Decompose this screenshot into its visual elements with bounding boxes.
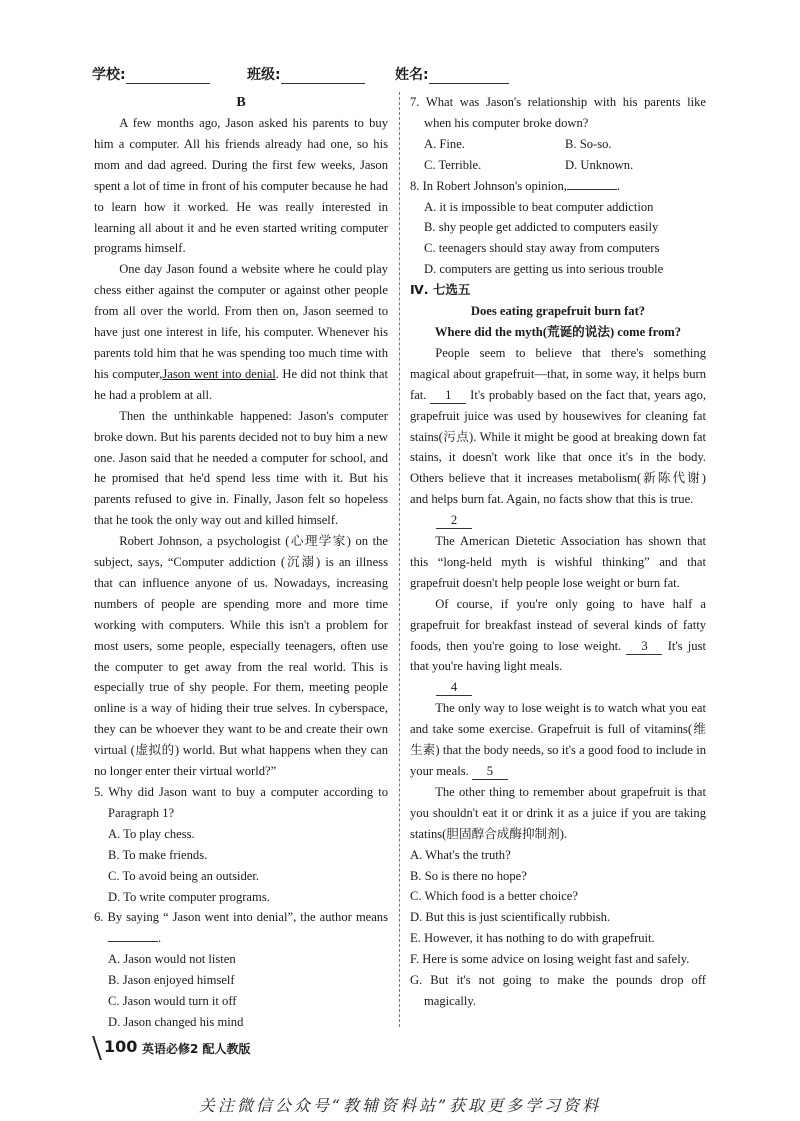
gap-line-2 xyxy=(410,510,706,531)
class-field[interactable]: 班级: xyxy=(247,64,365,84)
school-blank[interactable] xyxy=(126,69,210,84)
q5-option-b[interactable]: B. To make friends. xyxy=(108,847,208,862)
q7-option-c[interactable]: C. Terrible. xyxy=(424,157,482,172)
choice-f[interactable]: F. Here is some advice on losing weight fast and safely. xyxy=(410,952,690,967)
underlined-phrase: Jason went into denial xyxy=(162,366,276,381)
question-5: 5. Why did Jason want to buy a computer according to Paragraph 1? xyxy=(94,785,388,820)
q6-option-d[interactable]: D. Jason changed his mind xyxy=(108,1014,244,1029)
q5-option-a[interactable]: A. To play chess. xyxy=(108,826,195,841)
choice-a[interactable]: A. What's the truth? xyxy=(410,847,511,862)
q8-option-c[interactable]: C. teenagers should stay away from computers xyxy=(424,241,660,256)
watermark: 关注微信公众号“教辅资料站”获取更多学习资料 xyxy=(198,1096,602,1115)
paragraph-2: The American Dietetic Association has shown that this “long-held myth is wishful thinking” and that grapefruit doesn't help people lose weight or burn fat. xyxy=(410,534,706,590)
student-info-header xyxy=(92,64,732,86)
paragraph-3: Of course, if you're only going to have half a grapefruit for breakfast instead of several kinds of fatty foods, then you're going to lose weight. 3 It's just that you're having light meals. xyxy=(410,596,706,674)
q7-options-row-1 xyxy=(410,134,706,155)
page-number: 100 xyxy=(104,1037,138,1056)
gap-3[interactable]: 3 xyxy=(626,639,662,655)
q7-option-b[interactable]: B. So-so. xyxy=(565,136,612,151)
q7-option-a[interactable]: A. Fine. xyxy=(424,136,465,151)
q8-option-b[interactable]: B. shy people get addicted to computers easily xyxy=(424,220,659,235)
question-7: 7. What was Jason's relationship with his parents like when his computer broke down? xyxy=(410,95,706,130)
gap-1[interactable]: 1 xyxy=(430,388,466,404)
paragraph-4: Robert Johnson, a psychologist (心理学家) on the subject, says, “Computer addiction (沉溺) is an illness that can influence anyone of us. Nowadays, increasing numbers of people are spending more and more time working with computers. While this isn't a problem for most users, some people, especially teenagers, often use the computer to get away from the real world. This is especially true of shy people. For them, meeting people online is a way of hiding their true selves. In cyberspace, they can be whoever they want to be and create their own virtual (虚拟的) world. But what happens when they can no longer enter their virtual world?” xyxy=(94,534,388,779)
gap-4[interactable]: 4 xyxy=(436,680,472,696)
q5-option-d[interactable]: D. To write computer programs. xyxy=(108,889,270,904)
choice-e[interactable]: E. However, it has nothing to do with grapefruit. xyxy=(410,931,655,946)
choice-c[interactable]: C. Which food is a better choice? xyxy=(410,889,578,904)
question-6: 6. By saying “ Jason went into denial”, the author means . xyxy=(94,910,388,946)
book-title: 英语必修2 配人教版 xyxy=(142,1042,251,1056)
class-blank[interactable] xyxy=(281,69,365,84)
choice-d[interactable]: D. But this is just scientifically rubbish. xyxy=(410,910,611,925)
paragraph-4: The only way to lose weight is to watch what you eat and take some exercise. Grapefruit is full of vitamins(维生素) that the body needs, so it's a good food to include in your meals. 5 xyxy=(410,701,706,778)
answer-blank[interactable] xyxy=(108,929,158,942)
paragraph-2: One day Jason found a website where he could play chess either against the computer or against other people from all over the world. From then on, Jason seemed to have just one interest in life, his computer. Whenever his parents told him that he was spending too much time with his computer,Jason went into denial. He did not think that he had a problem at all. xyxy=(94,262,388,402)
q5-option-c[interactable]: C. To avoid being an outsider. xyxy=(108,868,260,883)
gap-5[interactable]: 5 xyxy=(472,764,508,780)
q6-option-b[interactable]: B. Jason enjoyed himself xyxy=(108,973,235,988)
q6-option-c[interactable]: C. Jason would turn it off xyxy=(108,994,237,1009)
q6-option-a[interactable]: A. Jason would not listen xyxy=(108,952,236,967)
choice-g[interactable]: G. But it's not going to make the pounds drop off magically. xyxy=(410,973,706,1008)
passage-subtitle: Where did the myth(荒诞的说法) come from? xyxy=(434,324,682,339)
q7-option-d[interactable]: D. Unknown. xyxy=(565,157,634,172)
q7-options-row-2 xyxy=(410,155,706,176)
question-8: 8. In Robert Johnson's opinion, . xyxy=(410,178,621,193)
gap-2[interactable]: 2 xyxy=(436,513,472,529)
name-blank[interactable] xyxy=(429,69,509,84)
section-heading: Ⅳ. 七选五 xyxy=(410,282,471,298)
answer-blank[interactable] xyxy=(567,177,617,190)
choice-b[interactable]: B. So is there no hope? xyxy=(410,868,527,883)
left-column xyxy=(94,92,388,1033)
q8-option-a[interactable]: A. it is impossible to beat computer addiction xyxy=(424,199,654,214)
paragraph-1: People seem to believe that there's something magical about grapefruit—that, in some way, it helps burn fat. 1 It's probably based on the fact that, years ago, grapefruit juice was used by housewives for cleaning fat stains(污点). While it might be good at breaking down fat stains, it doesn't work like that once it's in the body. Others believe that it increases metabolism(新陈代谢) and helps burn fat. Again, no facts show that this is true. xyxy=(410,345,707,507)
right-column xyxy=(410,92,706,1012)
passage-title: Does eating grapefruit burn fat? xyxy=(470,304,646,319)
paragraph-1: A few months ago, Jason asked his parents to buy him a computer. All his friends already had one, so his mom and dad agreed. During the first few weeks, Jason spent a lot of time in front of his computer because he had to learn how it worked. He was really interested in learning all about it and he even started writing computer programs himself. xyxy=(94,116,388,256)
paragraph-5: The other thing to remember about grapefruit is that you shouldn't eat it or drink it as a juice if you are taking statins(胆固醇合成酶抑制剂). xyxy=(410,784,706,841)
gap-line-4 xyxy=(410,677,706,698)
name-field[interactable]: 姓名: xyxy=(395,64,509,84)
passage-title: B xyxy=(236,95,246,110)
slash-icon xyxy=(92,1036,102,1060)
paragraph-3: Then the unthinkable happened: Jason's computer broke down. But his parents decided not to buy him a new one. Jason said that he needed a computer for school, and he promised that he'd spend less time with it. But his parents refused to give in. Finally, Jason felt so hopeless that he took the only way out and killed himself. xyxy=(94,408,388,528)
school-field[interactable]: 学校: xyxy=(92,64,210,84)
column-divider xyxy=(399,92,400,1027)
q8-option-d[interactable]: D. computers are getting us into serious trouble xyxy=(424,262,664,277)
